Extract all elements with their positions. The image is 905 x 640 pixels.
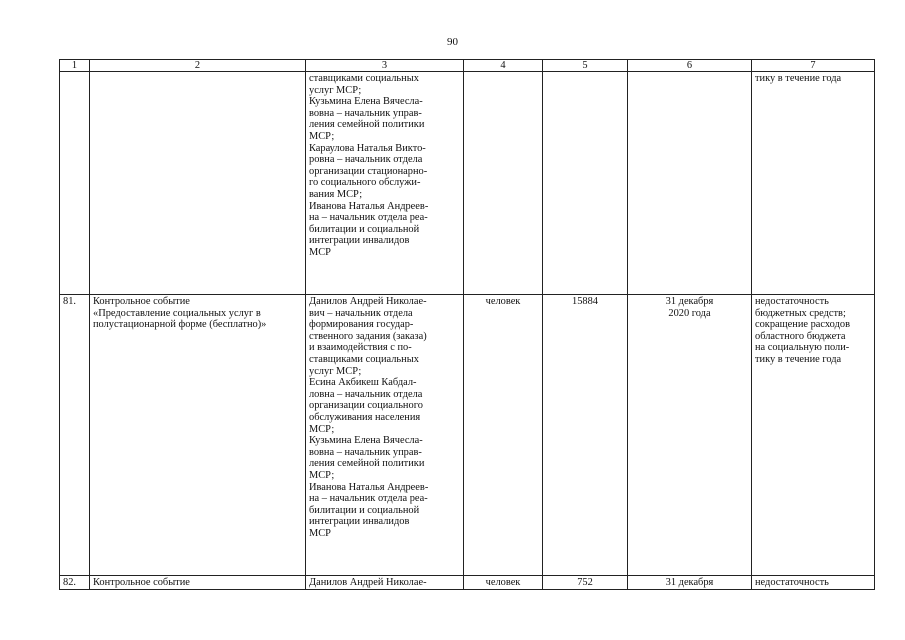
risk-cell bbox=[752, 295, 875, 576]
responsible-cell bbox=[306, 295, 464, 576]
text-line: Кузьмина Елена Вячесла- bbox=[309, 96, 423, 108]
unit-cell: человек bbox=[464, 576, 543, 590]
text-line: 31 декабря bbox=[665, 577, 714, 588]
value-cell bbox=[543, 72, 628, 295]
text-line: ления семейной политики bbox=[309, 458, 425, 470]
text-line: тику в течение года bbox=[755, 73, 842, 84]
text-line: формирования государ- bbox=[309, 319, 414, 331]
text-line: ственного задания (заказа) bbox=[309, 330, 427, 342]
header-row bbox=[60, 60, 875, 72]
date-cell bbox=[628, 576, 752, 590]
text-line: интеграции инвалидов bbox=[309, 516, 410, 528]
text-line: вовна – начальник управ- bbox=[309, 107, 422, 119]
text-line: на – начальник отдела реа- bbox=[309, 493, 428, 505]
event-cell bbox=[90, 576, 306, 590]
date-cell bbox=[628, 72, 752, 295]
header-cell: 3 bbox=[306, 60, 464, 72]
event-cell bbox=[90, 295, 306, 576]
text-line: тику в течение года bbox=[755, 353, 842, 365]
responsible-cell bbox=[306, 576, 464, 590]
text-line: Данилов Андрей Николае- bbox=[309, 577, 427, 588]
text-line: Караулова Наталья Викто- bbox=[309, 142, 426, 154]
value-cell: 752 bbox=[543, 576, 628, 590]
text-line: организации социального bbox=[309, 400, 423, 412]
text-line: вич – начальник отдела bbox=[309, 307, 413, 319]
text-line: недостаточность bbox=[755, 577, 829, 588]
date-cell bbox=[628, 295, 752, 576]
responsible-cell bbox=[306, 72, 464, 295]
text-line: областного бюджета bbox=[755, 330, 846, 342]
text-line: Данилов Андрей Николае- bbox=[309, 296, 427, 307]
text-line: ления семейной политики bbox=[309, 119, 425, 131]
text-line: ставщиками социальных bbox=[309, 353, 419, 365]
text-line: организации стационарно- bbox=[309, 165, 428, 177]
header-cell: 7 bbox=[752, 60, 875, 72]
text-line: МСР; bbox=[309, 130, 335, 142]
text-line: Иванова Наталья Андреев- bbox=[309, 481, 429, 493]
text-line: вовна – начальник управ- bbox=[309, 446, 422, 458]
text-line: билитации и социальной bbox=[309, 223, 420, 235]
text-line: ставщиками социальных bbox=[309, 73, 419, 84]
text-line: 2020 года bbox=[668, 307, 711, 319]
text-line: Контрольное событие bbox=[93, 577, 190, 588]
plan-table bbox=[59, 59, 875, 590]
unit-cell bbox=[464, 72, 543, 295]
text-line: МСР; bbox=[309, 423, 335, 435]
text-line: МСР bbox=[309, 527, 331, 539]
event-cell bbox=[90, 72, 306, 295]
text-line: билитации и социальной bbox=[309, 504, 420, 516]
text-line: обслуживания населения bbox=[309, 411, 421, 423]
text-line: недостаточность bbox=[755, 296, 829, 307]
text-line: вания МСР; bbox=[309, 188, 363, 200]
table-row-81 bbox=[60, 295, 875, 576]
risk-cell bbox=[752, 576, 875, 590]
text-line: МСР bbox=[309, 246, 331, 258]
text-line: го социального обслужи- bbox=[309, 177, 421, 189]
text-line: МСР; bbox=[309, 469, 335, 481]
risk-cell bbox=[752, 72, 875, 295]
text-line: сокращение расходов bbox=[755, 319, 850, 331]
text-line: Кузьмина Елена Вячесла- bbox=[309, 435, 423, 447]
text-line: полустационарной форме (бесплатно)» bbox=[93, 319, 267, 331]
text-line: и взаимодействия с по- bbox=[309, 342, 412, 354]
text-line: 31 декабря bbox=[665, 296, 714, 307]
text-line: «Предоставление социальных услуг в bbox=[93, 307, 261, 319]
text-line: Есина Акбикеш Кабдал- bbox=[309, 377, 417, 389]
table-row-82 bbox=[60, 576, 875, 590]
text-line: на социальную поли- bbox=[755, 342, 850, 354]
header-cell: 6 bbox=[628, 60, 752, 72]
row-number-cell: 82. bbox=[60, 576, 90, 590]
text-line: бюджетных средств; bbox=[755, 307, 846, 319]
text-line: ровна – начальник отдела bbox=[309, 154, 423, 166]
text-line: на – начальник отдела реа- bbox=[309, 212, 428, 224]
text-line: ловна – начальник отдела bbox=[309, 388, 423, 400]
text-line: Иванова Наталья Андреев- bbox=[309, 200, 429, 212]
row-number-cell bbox=[60, 72, 90, 295]
header-cell: 1 bbox=[60, 60, 90, 72]
text-line: услуг МСР; bbox=[309, 365, 362, 377]
page-number: 90 bbox=[447, 36, 458, 48]
text-line: интеграции инвалидов bbox=[309, 235, 410, 247]
unit-cell: человек bbox=[464, 295, 543, 576]
header-cell: 2 bbox=[90, 60, 306, 72]
value-cell: 15884 bbox=[543, 295, 628, 576]
table-row-continued bbox=[60, 72, 875, 295]
header-cell: 5 bbox=[543, 60, 628, 72]
header-cell: 4 bbox=[464, 60, 543, 72]
row-number-cell: 81. bbox=[60, 295, 90, 576]
text-line: услуг МСР; bbox=[309, 84, 362, 96]
text-line: Контрольное событие bbox=[93, 296, 190, 307]
